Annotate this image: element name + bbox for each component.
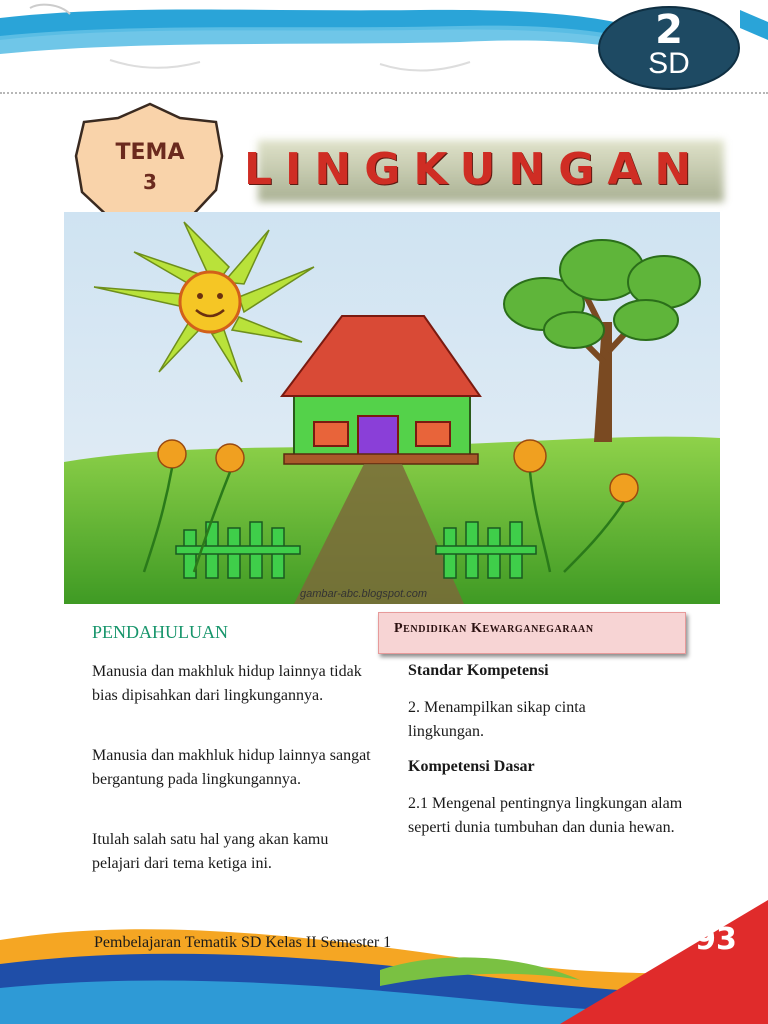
tema-number: 3: [143, 170, 157, 194]
landscape-illustration: [64, 212, 720, 604]
subject-label: Pendidikan Kewarganegaraan: [394, 621, 594, 636]
standar-kompetensi-item: 2. Menampilkan sikap cinta lingkungan.: [408, 699, 586, 740]
grade-level: SD: [648, 47, 690, 80]
theme-title: LINGKUNGAN: [244, 144, 705, 195]
header-divider: [0, 92, 768, 94]
footer-text: Pembelajaran Tematik SD Kelas II Semester 1: [94, 934, 392, 951]
intro-paragraph: Manusia dan makhluk hidup lainnya tidak bias dipisahkan dari lingkungannya.: [92, 663, 362, 704]
kompetensi-dasar-item: 2.1 Mengenal pentingnya lingkungan alam seperti dunia tumbuhan dan dunia hewan.: [408, 795, 683, 836]
tema-label: TEMA: [115, 140, 185, 165]
illustration-watermark: gambar-abc.blogspot.com: [300, 588, 427, 600]
footer-decoration: [0, 900, 768, 1024]
standar-kompetensi-heading: Standar Kompetensi: [408, 662, 549, 679]
grade-number: 2: [655, 7, 683, 53]
page-number: 93: [695, 922, 737, 957]
intro-paragraph: Itulah salah satu hal yang akan kamu pelajari dari tema ketiga ini.: [92, 831, 329, 872]
intro-paragraph: Manusia dan makhluk hidup lainnya sangat bergantung pada lingkungannya.: [92, 747, 371, 788]
kompetensi-dasar-heading: Kompetensi Dasar: [408, 758, 535, 775]
intro-heading: PENDAHULUAN: [92, 622, 228, 642]
